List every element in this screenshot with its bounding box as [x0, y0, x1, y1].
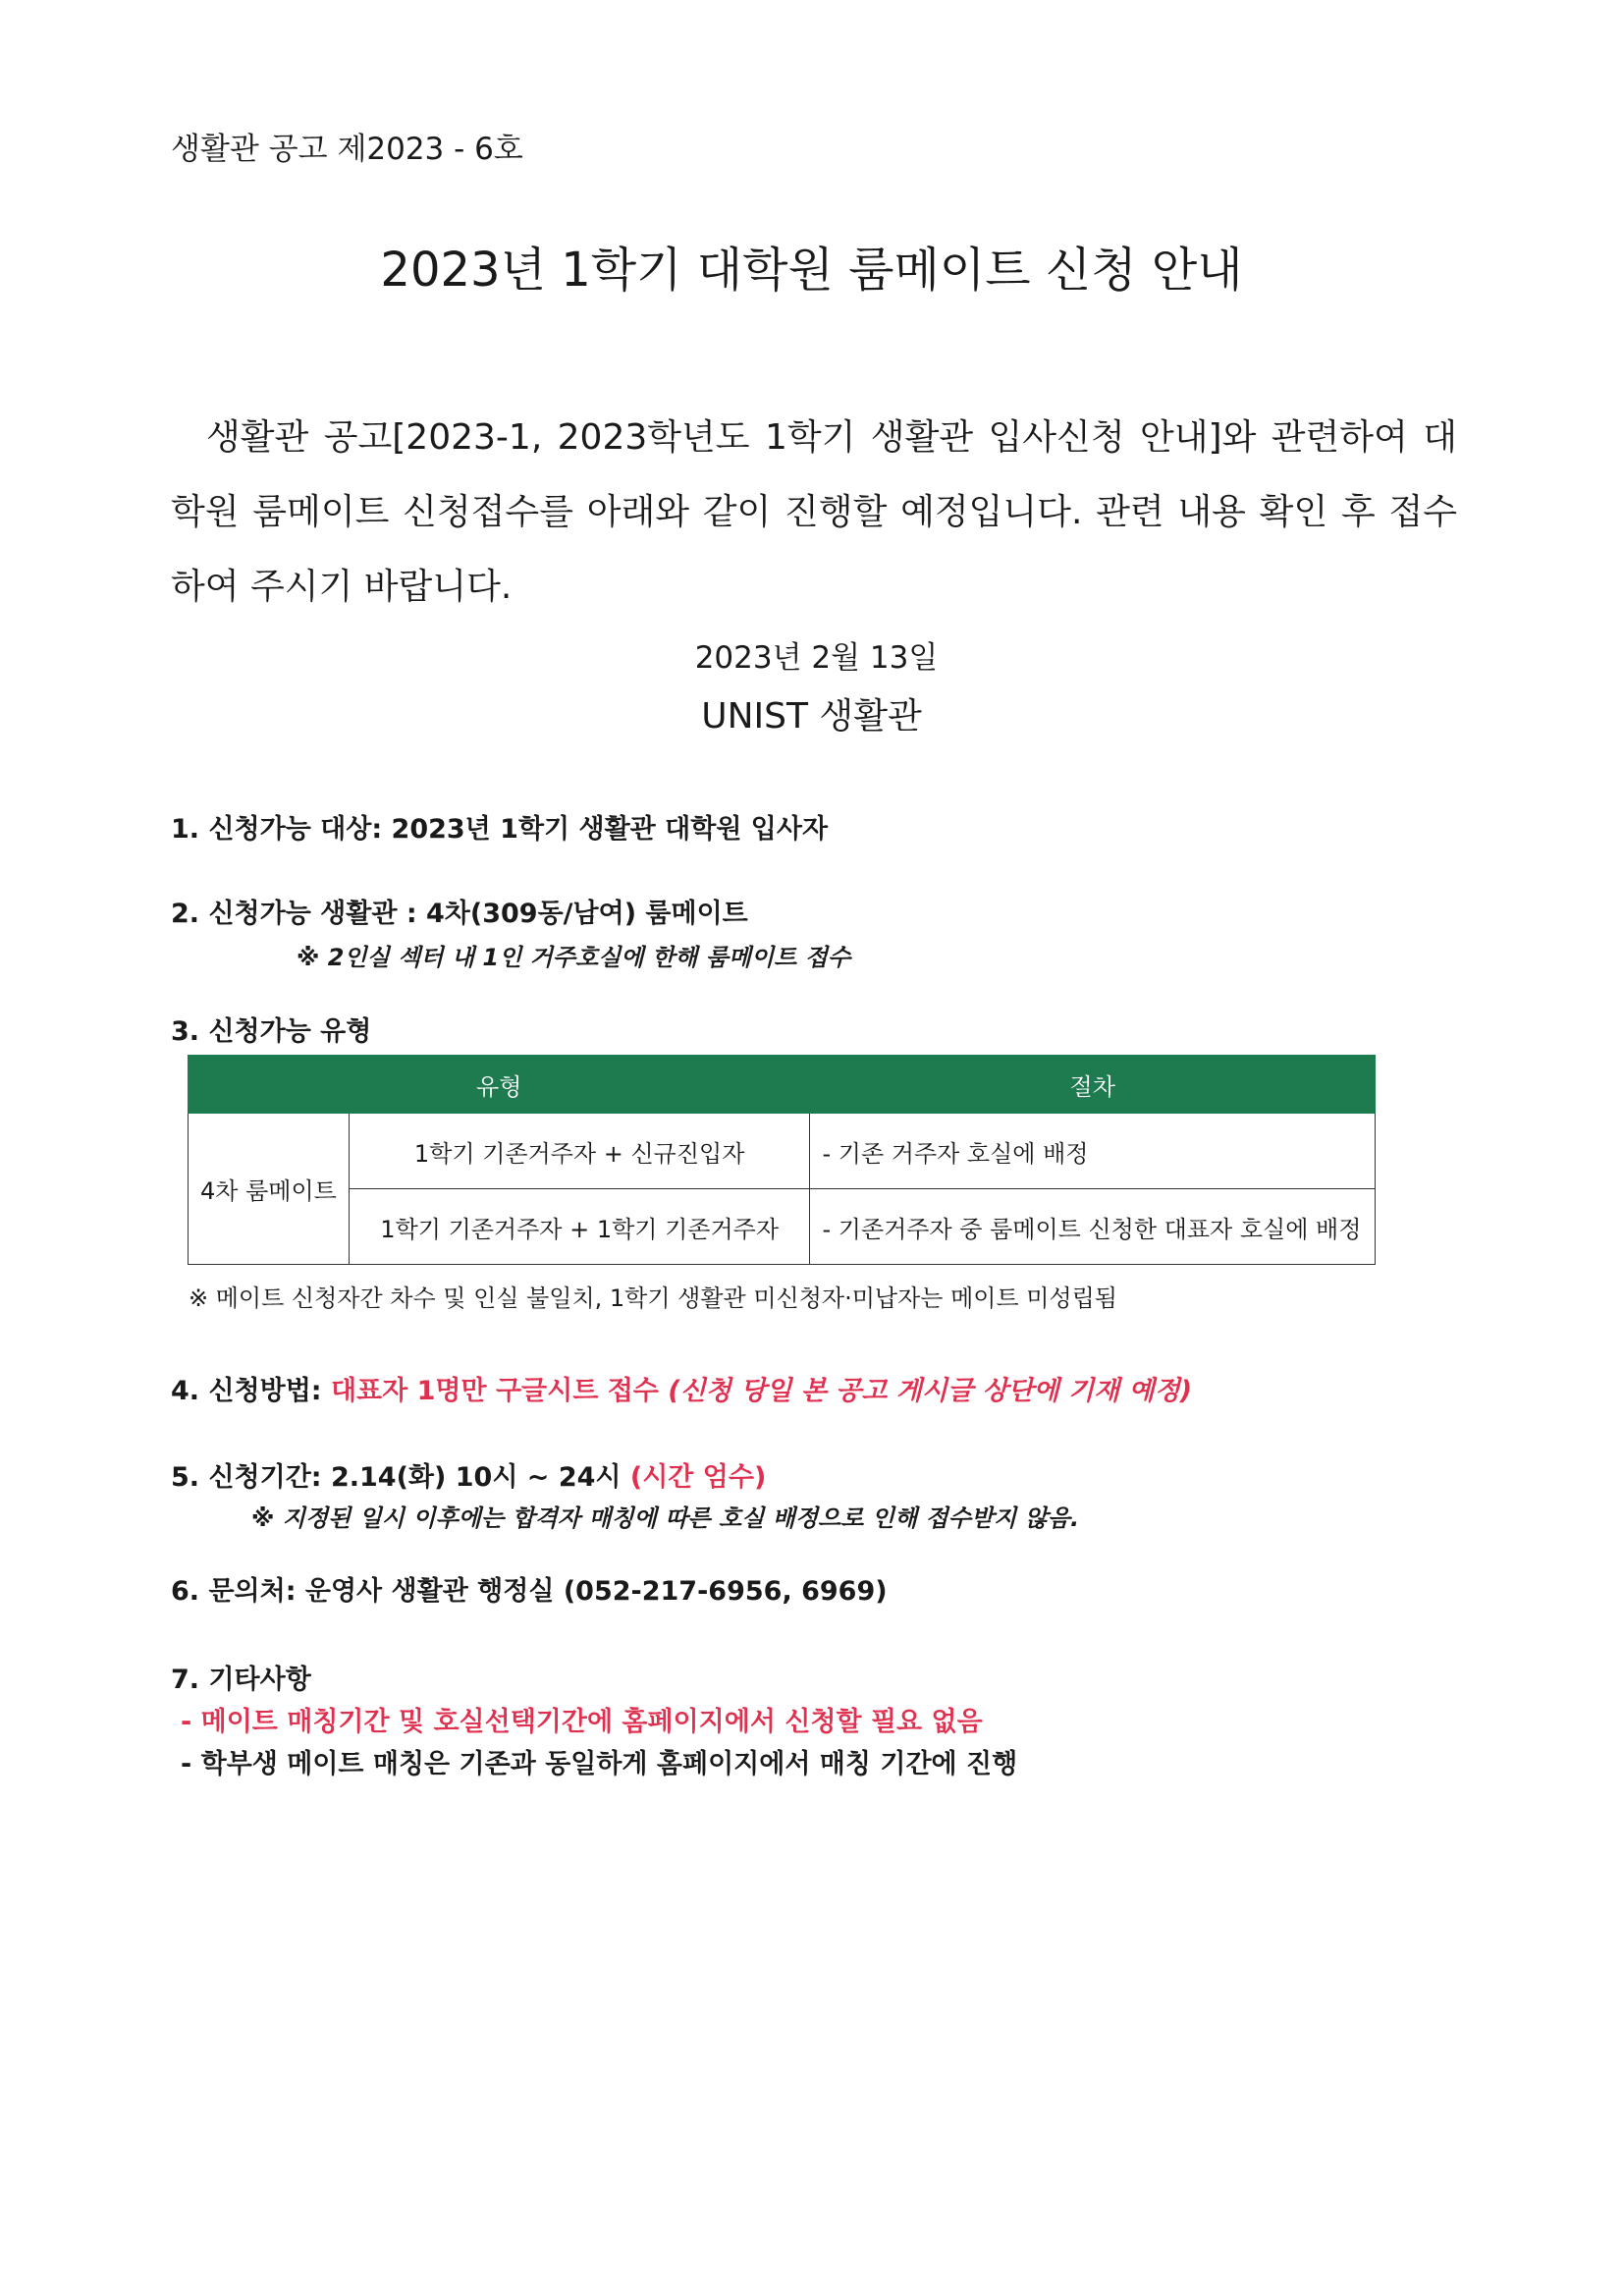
- item-dorm-note: ※ 2인실 섹터 내 1인 거주호실에 한해 룸메이트 접수: [297, 944, 851, 971]
- table-row: [189, 1114, 1376, 1189]
- header-procedure: 절차: [810, 1056, 1376, 1114]
- etc-line-1: - 메이트 매칭기간 및 호실선택기간에 홈페이지에서 신청할 필요 없음: [181, 1707, 983, 1737]
- types-table-note: ※ 메이트 신청자간 차수 및 인실 불일치, 1학기 생활관 미신청자·미납자는 메이트 미성립됨: [189, 1285, 1117, 1312]
- type-cell: 1학기 기존거주자 + 1학기 기존거주자: [349, 1189, 810, 1265]
- group-cell: 4차 룸메이트: [189, 1114, 350, 1265]
- etc-line-2: - 학부생 메이트 매칭은 기존과 동일하게 홈페이지에서 매칭 기간에 진행: [181, 1749, 1018, 1779]
- item-types-heading: 3. 신청가능 유형: [171, 1016, 372, 1047]
- item-etc-heading: 7. 기타사항: [171, 1665, 311, 1695]
- page-title: 2023년 1학기 대학원 룸메이트 신청 안내: [380, 243, 1243, 298]
- item-period-note: ※ 지정된 일시 이후에는 합격자 매칭에 따른 호실 배정으로 인해 접수받지 않음.: [251, 1504, 1080, 1532]
- table-row: [189, 1189, 1376, 1265]
- period-label: 5. 신청기간: 2.14(화) 10시 ~ 24시: [171, 1462, 630, 1493]
- issuing-org: UNIST 생활관: [701, 696, 922, 737]
- procedure-cell: - 기존거주자 중 룸메이트 신청한 대표자 호실에 배정: [810, 1189, 1376, 1265]
- method-note: (신청 당일 본 공고 게시글 상단에 기재 예정): [668, 1376, 1193, 1406]
- notice-number: 생활관 공고 제2023 - 6호: [171, 132, 523, 167]
- procedure-cell: - 기존 거주자 호실에 배정: [810, 1114, 1376, 1189]
- item-period: [171, 1455, 766, 1494]
- intro-text: 생활관 공고[2023-1, 2023학년도 1학기 생활관 입사신청 안내]와 관련하여 대학원 룸메이트 신청접수를 아래와 같이 진행할 예정입니다. 관련 내용 확인 후 접수하여 주시기 바랍니다.: [171, 417, 1457, 607]
- item-contact: 6. 문의처: 운영사 생활관 행정실 (052-217-6956, 6969): [171, 1576, 888, 1607]
- intro-paragraph: [171, 401, 1457, 625]
- item-target: 1. 신청가능 대상: 2023년 1학기 생활관 대학원 입사자: [171, 814, 829, 845]
- header-type: 유형: [189, 1056, 810, 1114]
- notice-date: 2023년 2월 13일: [694, 640, 939, 676]
- method-value: 대표자 1명만 구글시트 접수: [330, 1376, 669, 1406]
- period-strict: (시간 엄수): [629, 1462, 767, 1493]
- item-dorm: 2. 신청가능 생활관 : 4차(309동/남여) 룸메이트: [171, 899, 748, 929]
- types-table-header: [189, 1056, 1376, 1114]
- types-table: [188, 1055, 1376, 1265]
- item-method: [171, 1369, 1192, 1407]
- method-label: 4. 신청방법:: [171, 1376, 331, 1406]
- type-cell: 1학기 기존거주자 + 신규진입자: [349, 1114, 810, 1189]
